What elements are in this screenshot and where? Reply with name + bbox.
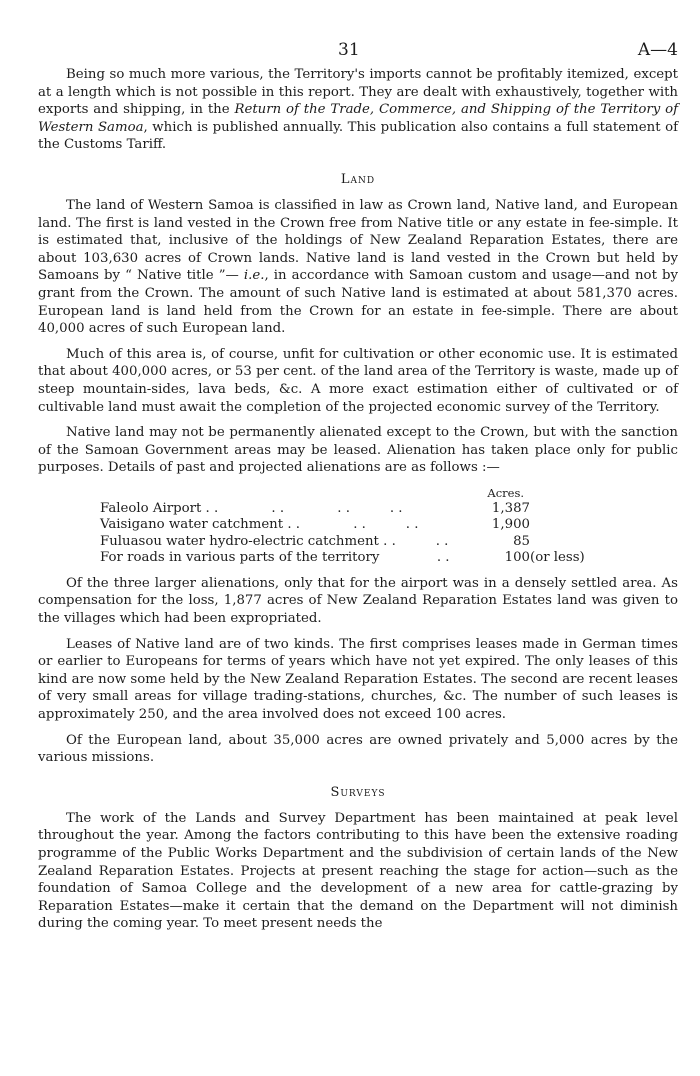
land-paragraph-4: Of the three larger alienations, only that for the airport was in a densely settled area. As compensation for the loss, 1,877 acres of New Zealand Reparation Estates land was given to the villages which had been expropriated. (38, 575, 678, 627)
publication-title: Return of the Trade, Commerce, and Shipping of the Territory of Western Samoa (38, 102, 678, 135)
land-paragraph-5: Leases of Native land are of two kinds. The first comprises leases made in German times or earlier to Europeans for terms of years which have not yet expired. The only leases of this kind are now some held by the New Zealand Reparation Estates. The second are recent leases of very small areas for village trading-stations, churches, &c. The number of such leases is approximately 250, and the area involved does not exceed 100 acres. (38, 636, 678, 723)
leader-dots: . . . . . . . . (205, 500, 403, 516)
alienation-item: For roads in various parts of the territory (100, 550, 380, 566)
table-row (100, 517, 585, 534)
table-row (100, 501, 585, 518)
alienation-note: (or less) (530, 550, 585, 566)
leader-dots: . . (383, 550, 450, 566)
alienation-acres: 100 (504, 550, 530, 566)
intro-text-1: Being so much more various, the Territory's imports cannot be profitably itemized, except at a length which is not possible in this report. They are dealt with exhaustively, together with exports and shipping, in the (38, 67, 678, 118)
section-heading-surveys: Surveys (330, 784, 386, 800)
alienation-item: Vaisigano water catchment (100, 517, 284, 533)
land-paragraph-2: Much of this area is, of course, unfit for cultivation or other economic use. It is estimated that about 400,000 acres, or 53 per cent. of the land area of the Territory is waste, made up of steep mountain-sides, lava beds, &c. A more exact estimation either of cultivated or of cultivable land must await the completion of the projected economic survey of the Territory. (38, 346, 678, 415)
leader-dots: . . . . . . (287, 517, 419, 533)
alienation-acres: 1,387 (491, 500, 530, 516)
land-paragraph-1 (38, 197, 678, 338)
alienations-header-row (100, 485, 585, 501)
surveys-paragraph-1: The work of the Lands and Survey Department has been maintained at peak level throughout the year. Among the factors contributing to this have been the extensive roading programme of the Public Works Department and the subdivision of certain lands of the New Zealand Reparation Estates. Projects at present reaching the stage for action—such as the foundation of Samoa College and the development of a new area for cattle-grazing by Reparation Estates—make it certain that the demand on the Department will not diminish during the coming year. To meet present needs the (38, 810, 678, 932)
page-number: 31 (338, 40, 360, 60)
alienation-item: Faleolo Airport (100, 500, 202, 516)
table-row (100, 534, 585, 551)
alienation-acres: 85 (513, 533, 530, 549)
leader-dots: . . . . (383, 533, 449, 549)
alienation-item: Fuluasou water hydro-electric catchment (100, 533, 379, 549)
land-p1-text-b: , in accordance with Samoan custom and usage—and not by grant from the Crown. The amount of such Native land is estimated at about 581,370 acres. European land is land held from the Crown for an estate in fee-simple. There are about 40,000 acres of such European land. (38, 268, 678, 337)
land-paragraph-3: Native land may not be permanently alienated except to the Crown, but with the sanction of the Samoan Government areas may be leased. Alienation has taken place only for public purposes. Details of past and projected alienations are as follows :— (38, 425, 678, 476)
document-reference: A—4 (637, 40, 678, 60)
intro-text-2: , which is published annually. This publication also contains a full statement of the Customs Tariff. (38, 119, 678, 153)
land-paragraph-6: Of the European land, about 35,000 acres are owned privately and 5,000 acres by the various missions. (38, 732, 678, 766)
document-page (38, 40, 678, 941)
alienation-note (530, 534, 585, 551)
land-p1-ie: i.e. (243, 268, 265, 284)
acres-column-header: Acres. (487, 485, 524, 500)
alienation-acres: 1,900 (491, 517, 530, 533)
page-header (38, 40, 678, 66)
alienation-note (530, 517, 585, 534)
section-heading-land: Land (340, 171, 376, 187)
table-row (100, 550, 585, 567)
alienation-note (530, 501, 585, 518)
alienations-table (100, 485, 585, 567)
intro-paragraph (38, 66, 678, 154)
land-p1-text: The land of Western Samoa is classified in law as Crown land, Native land, and European land. The first is land vested in the Crown free from Native title or any estate in fee-simple. It is estimated that, inclusive of the holdings of New Zealand Reparation Estates, there are about 103,630 acres of Crown lands. Native land is land vested in the Crown but held by Samoans by “ Native title ”— (38, 197, 678, 284)
